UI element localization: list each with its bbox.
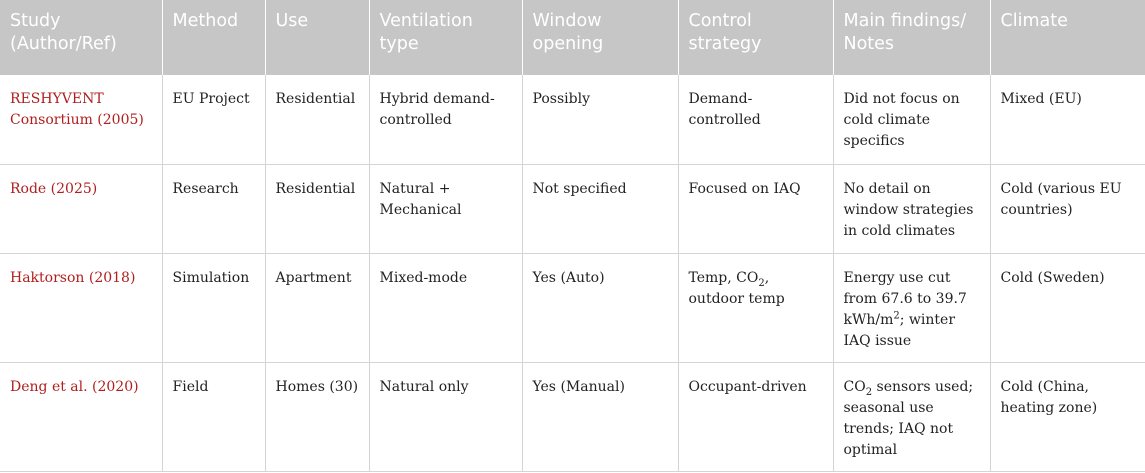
findings-text-a: CO <box>843 378 866 395</box>
cell-findings <box>833 362 990 471</box>
header-control-strategy: Control strategy <box>678 0 833 75</box>
cell-window: Possibly <box>522 75 678 164</box>
cell-findings: Did not focus on cold climate specifics <box>833 75 990 164</box>
cell-control: Occupant-driven <box>678 362 833 471</box>
findings-text-a: Energy use cut from 67.6 to 39.7 kWh/m <box>843 269 967 328</box>
control-subscript: 2 <box>758 277 765 289</box>
header-method: Method <box>162 0 265 75</box>
control-text-b: , outdoor temp <box>688 269 785 307</box>
cell-climate: Cold (various EU countries) <box>990 164 1145 253</box>
findings-text-b: ; winter IAQ issue <box>843 311 956 349</box>
cell-ventilation: Mixed-mode <box>369 253 522 362</box>
header-window-opening: Window opening <box>522 0 678 75</box>
cell-window: Not specified <box>522 164 678 253</box>
table-body <box>0 75 1145 471</box>
cell-use: Residential <box>265 75 369 164</box>
table-header <box>0 0 1145 75</box>
table-row <box>0 362 1145 471</box>
table-row <box>0 253 1145 362</box>
cell-study <box>0 75 162 164</box>
cell-control <box>678 253 833 362</box>
cell-study <box>0 362 162 471</box>
header-study: Study (Author/Ref) <box>0 0 162 75</box>
header-ventilation-type: Ventilation type <box>369 0 522 75</box>
cell-findings: No detail on window strategies in cold climates <box>833 164 990 253</box>
cell-method: Research <box>162 164 265 253</box>
table-row <box>0 164 1145 253</box>
study-reference-link[interactable]: Haktorson (2018) <box>10 269 136 286</box>
cell-method: Simulation <box>162 253 265 362</box>
cell-climate: Cold (Sweden) <box>990 253 1145 362</box>
cell-findings <box>833 253 990 362</box>
cell-use: Apartment <box>265 253 369 362</box>
table-row <box>0 75 1145 164</box>
header-use: Use <box>265 0 369 75</box>
cell-window: Yes (Manual) <box>522 362 678 471</box>
findings-text-b: sensors used; seasonal use trends; IAQ not optimal <box>843 378 974 458</box>
cell-climate: Cold (China, heating zone) <box>990 362 1145 471</box>
study-reference-link[interactable]: Deng et al. (2020) <box>10 378 139 395</box>
study-reference-link[interactable]: RESHYVENT Consortium (2005) <box>10 91 144 128</box>
cell-use: Residential <box>265 164 369 253</box>
cell-method: EU Project <box>162 75 265 164</box>
cell-ventilation: Hybrid demand-controlled <box>369 75 522 164</box>
cell-use: Homes (30) <box>265 362 369 471</box>
cell-ventilation: Natural + Mechanical <box>369 164 522 253</box>
cell-ventilation: Natural only <box>369 362 522 471</box>
header-row <box>0 0 1145 75</box>
cell-study <box>0 253 162 362</box>
findings-superscript: 2 <box>893 309 900 321</box>
cell-climate: Mixed (EU) <box>990 75 1145 164</box>
cell-study <box>0 164 162 253</box>
cell-window: Yes (Auto) <box>522 253 678 362</box>
study-reference-link[interactable]: Rode (2025) <box>10 180 98 197</box>
header-main-findings: Main findings/ Notes <box>833 0 990 75</box>
header-climate: Climate <box>990 0 1145 75</box>
cell-control: Focused on IAQ <box>678 164 833 253</box>
cell-method: Field <box>162 362 265 471</box>
cell-control: Demand-controlled <box>678 75 833 164</box>
findings-subscript: 2 <box>865 386 873 398</box>
control-text-a: Temp, CO <box>688 269 759 286</box>
